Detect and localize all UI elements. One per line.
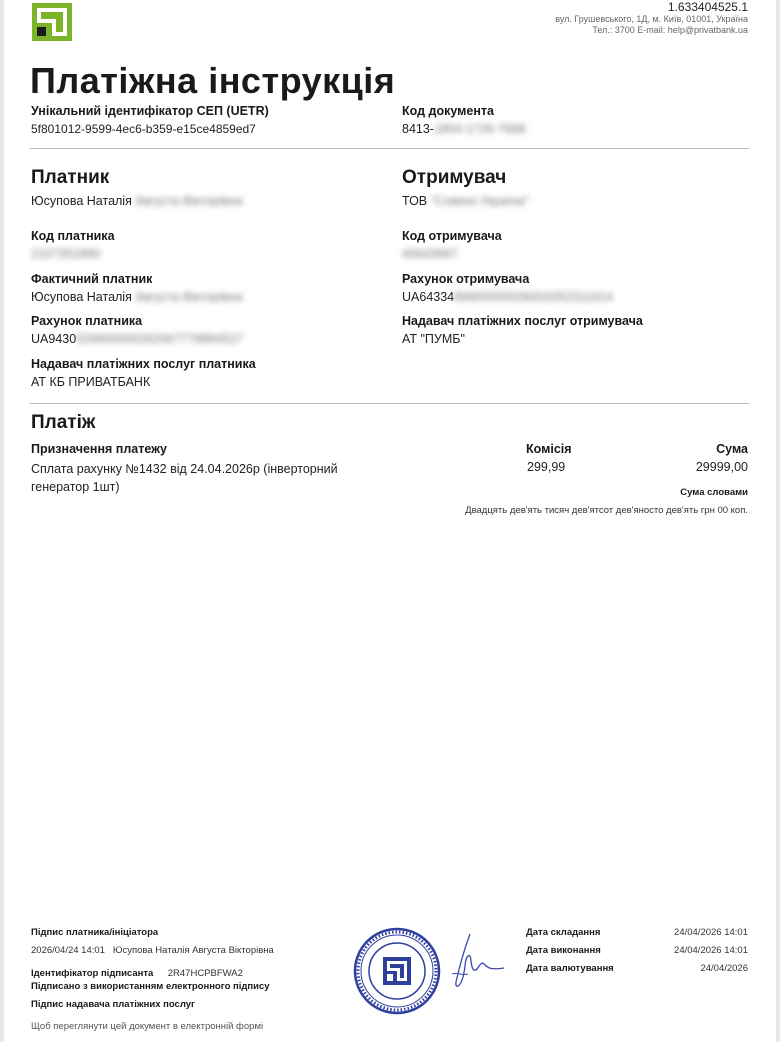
document-page [4,0,776,1042]
receiver-heading: Отримувач [402,167,507,188]
handwritten-signature-icon [440,930,510,992]
signer-id-value: 2R47HCPBFWA2 [167,968,243,979]
date-value-label: Дата валютування [526,963,614,974]
receiver-code-value: 45643667 [402,247,458,261]
date-value-value: 24/04/2026 [700,963,748,974]
address-line: вул. Грушевського, 1Д, м. Київ, 01001, Україна [555,14,748,24]
receiver-account-visible: UA64334 [402,290,455,304]
bank-address [555,14,748,36]
receiver-account-value [402,290,613,304]
purpose-value [31,460,338,496]
payer-code-value: 2107351890 [31,247,101,261]
receiver-name-blurred: "Совеко Україна" [430,194,530,208]
purpose-line-2: генератор 1шт) [31,480,120,494]
view-electronic-link[interactable]: Щоб переглянути цей документ в електронній формі [31,1021,264,1032]
page-title: Платіжна інструкція [30,60,396,101]
uetr-label: Унікальний ідентифікатор СЕП (UETR) [31,104,269,118]
doc-code-prefix: 8413- [402,122,434,136]
provider-sign-text: Підпис надавача платіжних послуг [31,999,195,1010]
receiver-code-label: Код отримувача [402,229,502,243]
receiver-name-visible: ТОВ [402,194,431,208]
payment-heading: Платіж [31,412,96,433]
privatbank-logo-icon [32,3,72,41]
payer-account-blurred: 529900000262067778884527 [76,332,244,346]
payer-account-visible: UA9430 [31,332,77,346]
payer-heading: Платник [31,167,110,188]
payer-account-value [31,332,243,346]
divider [30,148,749,149]
sum-label: Сума [716,442,748,456]
date-exec-value: 24/04/2026 14:01 [674,945,748,956]
date-created-label: Дата складання [526,927,601,938]
payer-name [31,194,243,208]
signer-value: 2026/04/24 14:01 Юсупова Наталія Августа Вікторівна [31,945,274,956]
contacts-line: Тел.: 3700 E-mail: help@privatbank.ua [592,25,748,35]
signed-electronic-text: Підписано з використанням електронного підпису [31,981,270,992]
doc-code-blurred: 1804-1726-7668 [433,122,526,136]
payer-provider-label: Надавач платіжних послуг платника [31,357,256,371]
payer-name-blurred: Августа Вікторівна [135,194,243,208]
actual-payer-blurred: Августа Вікторівна [135,290,243,304]
receiver-account-label: Рахунок отримувача [402,272,530,286]
purpose-line-1: Сплата рахунку №1432 від 24.04.2026р (інверторний [31,462,338,476]
sum-words-label: Сума словами [680,487,748,498]
uetr-value: 5f801012-9599-4ec6-b359-e15ce4859ed7 [31,122,256,136]
purpose-label: Призначення платежу [31,442,167,456]
receiver-name [402,194,529,208]
date-exec-label: Дата виконання [526,945,601,956]
sum-words-value: Двадцять дев'ять тисяч дев'ятсот дев'яносто дев'ять грн 00 коп. [465,505,748,516]
sum-value: 29999,00 [695,460,748,474]
actual-payer-visible: Юсупова Наталія [31,290,136,304]
signer-label: Підпис платника/ініціатора [31,927,159,938]
document-number: 1.633404525.1 [667,0,748,14]
commission-value: 299,99 [527,460,566,474]
bank-stamp-icon [352,926,442,1016]
date-created-value: 24/04/2026 14:01 [674,927,748,938]
doc-code-value [402,122,526,136]
commission-label: Комісія [526,442,572,456]
payer-account-label: Рахунок платника [31,314,143,328]
doc-code-label: Код документа [402,104,494,118]
receiver-provider-label: Надавач платіжних послуг отримувача [402,314,643,328]
payer-provider-value: АТ КБ ПРИВАТБАНК [31,375,151,389]
receiver-provider-value: АТ "ПУМБ" [402,332,465,346]
actual-payer-value [31,290,243,304]
signer-id-label: Ідентифікатор підписанта [31,968,154,979]
payer-code-label: Код платника [31,229,115,243]
actual-payer-label: Фактичний платник [31,272,153,286]
divider [30,403,749,404]
receiver-account-blurred: 89900000026002052311614 [454,290,614,304]
signer-id-row [31,963,243,981]
payer-name-visible: Юсупова Наталія [31,194,136,208]
